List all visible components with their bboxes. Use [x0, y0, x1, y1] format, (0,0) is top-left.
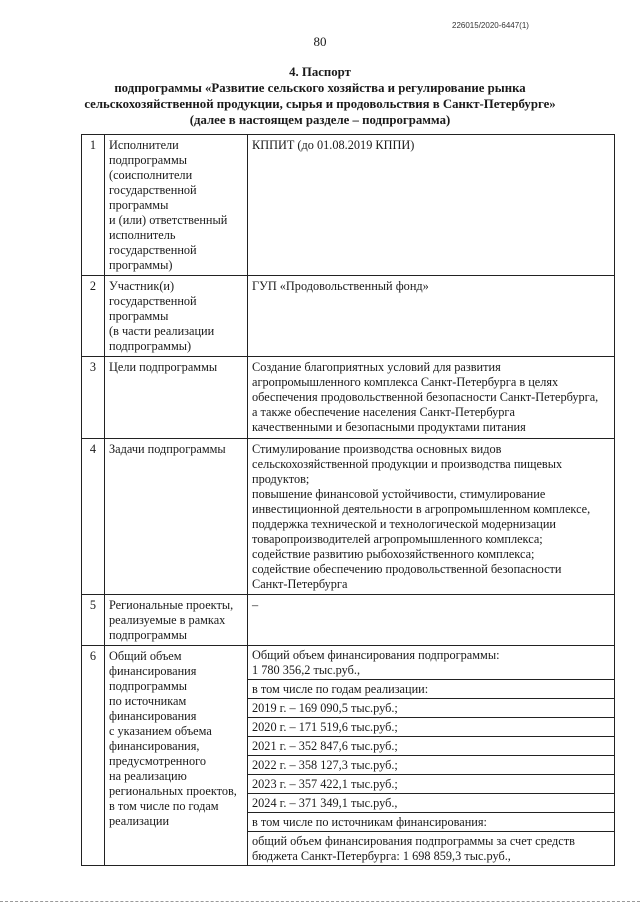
table-row	[82, 646, 615, 866]
row-number: 4	[82, 439, 105, 595]
page-number: 80	[313, 34, 327, 49]
financing-total: Общий объем финансирования подпрограммы: 1 780 356,2 тыс.руб.,	[248, 646, 614, 680]
financing-budget: общий объем финансирования подпрограммы за счет средств бюджета Санкт-Петербурга: 1 698 859,3 тыс.руб.,	[252, 834, 575, 863]
row-label: Региональные проекты, реализуемые в рамках подпрограммы	[105, 595, 248, 646]
document-registration-number: 226015/2020-6447(1)	[452, 21, 529, 30]
row-label: Общий объем финансирования подпрограммы по источникам финансирования с указанием объема финансирования, предусмотренного на реализацию региональных проектов, в том числе по годам реализации	[105, 646, 248, 866]
table-row	[82, 595, 615, 646]
row-number: 2	[82, 276, 105, 357]
row-label: Исполнители подпрограммы (соисполнители государственной программы и (или) ответственный исполнитель государственной программы)	[105, 135, 248, 276]
row-value: –	[248, 595, 615, 646]
heading-title: 4. Паспорт	[289, 65, 351, 79]
row-label: Участник(и) государственной программы (в части реализации подпрограммы)	[105, 276, 248, 357]
row-value: Стимулирование производства основных видов сельскохозяйственной продукции и производства пищевых продуктов; повышение финансовой устойчивости, стимулирование инвестиционной деятельности в агропромышленном комплексе, поддержка технической и технологической модернизации товаропроизводителей агропромышленного комплекса; содействие развитию рыбохозяйственного комплекса; содействие обеспечению продовольственной безопасности Санкт-Петербурга	[248, 439, 615, 595]
financing-year: 2019 г. – 169 090,5 тыс.руб.;	[248, 699, 614, 718]
row-number: 1	[82, 135, 105, 276]
row-value: КППИТ (до 01.08.2019 КППИ)	[248, 135, 615, 276]
row-number: 6	[82, 646, 105, 866]
row-number: 5	[82, 595, 105, 646]
financing-line: в том числе по годам реализации:	[248, 680, 614, 699]
financing-year: 2021 г. – 352 847,6 тыс.руб.;	[248, 737, 614, 756]
table-row	[82, 439, 615, 595]
financing-year: 2020 г. – 171 519,6 тыс.руб.;	[248, 718, 614, 737]
row-number: 3	[82, 357, 105, 439]
financing-year: 2024 г. – 371 349,1 тыс.руб.,	[248, 794, 614, 813]
table-row	[82, 276, 615, 357]
table-row	[82, 357, 615, 439]
financing-cell	[248, 646, 615, 866]
row-value: Создание благоприятных условий для развития агропромышленного комплекса Санкт-Петербурга в целях обеспечения продовольственной безопасности Санкт-Петербурга, а также обеспечение населения Санкт-Петербурга качественными и безопасными продуктами питания	[248, 357, 615, 439]
heading-line: (далее в настоящем разделе – подпрограмма)	[189, 113, 451, 127]
row-value: ГУП «Продовольственный фонд»	[248, 276, 615, 357]
scan-edge-line	[0, 901, 640, 902]
table-row	[82, 135, 615, 276]
heading-line: подпрограммы «Развитие сельского хозяйства и регулирование рынка	[114, 81, 526, 95]
row-label: Цели подпрограммы	[105, 357, 248, 439]
section-heading	[60, 64, 580, 128]
row-label: Задачи подпрограммы	[105, 439, 248, 595]
heading-line: сельскохозяйственной продукции, сырья и продовольствия в Санкт-Петербурге»	[84, 97, 556, 111]
financing-line: в том числе по источникам финансирования:	[248, 813, 614, 832]
financing-year: 2023 г. – 357 422,1 тыс.руб.;	[248, 775, 614, 794]
financing-year: 2022 г. – 358 127,3 тыс.руб.;	[248, 756, 614, 775]
passport-table	[81, 134, 615, 866]
